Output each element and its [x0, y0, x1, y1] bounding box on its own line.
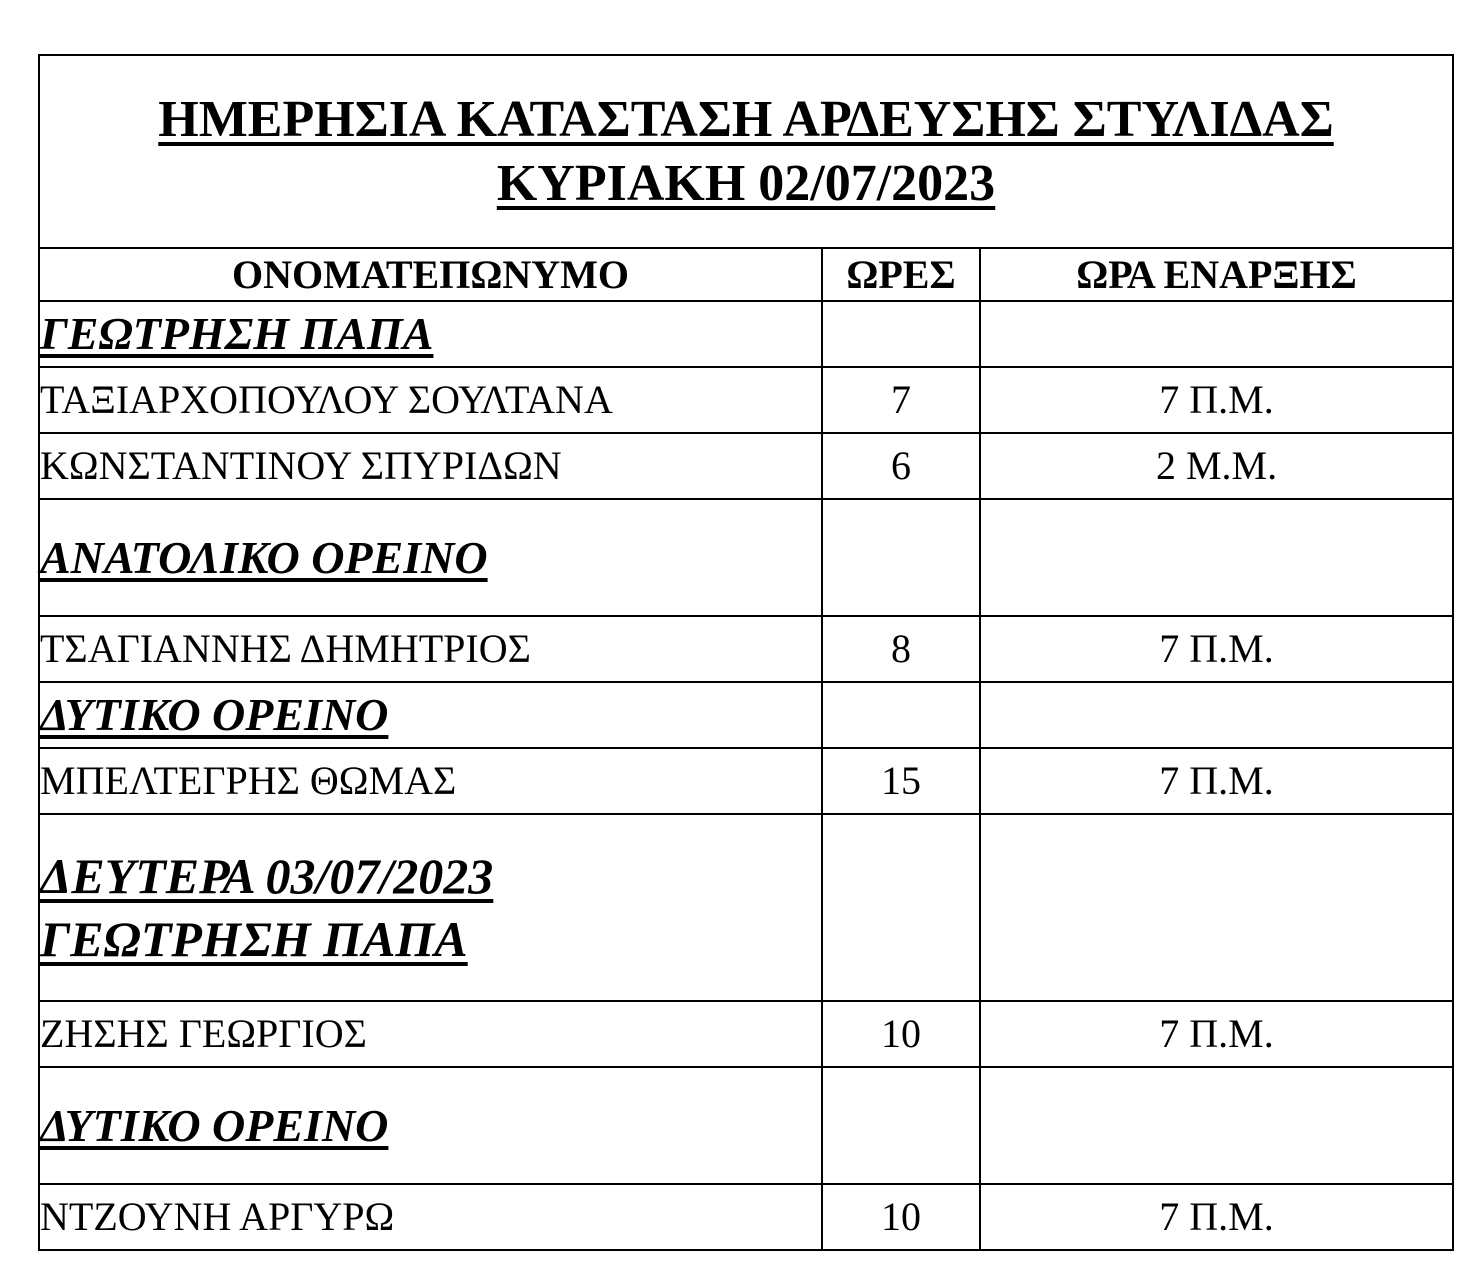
table-row	[39, 433, 1453, 499]
column-header-hours: ΩΡΕΣ	[822, 248, 980, 301]
person-name: ΖΗΣΗΣ ΓΕΩΡΓΙΟΣ	[39, 1001, 822, 1067]
title-row	[39, 55, 1453, 248]
hours-value: 15	[822, 748, 980, 814]
column-header-name: ΟΝΟΜΑΤΕΠΩΝΥΜΟ	[39, 248, 822, 301]
day-heading: ΔΕΥΤΕΡΑ 03/07/2023	[40, 847, 494, 904]
table-row	[39, 1001, 1453, 1067]
person-name: ΚΩΝΣΤΑΝΤΙΝΟΥ ΣΠΥΡΙΔΩΝ	[39, 433, 822, 499]
section-heading: ΓΕΩΤΡΗΣΗ ΠΑΠΑ	[40, 308, 434, 359]
start-time-value: 7 Π.Μ.	[980, 1184, 1453, 1250]
section-row	[39, 499, 1453, 616]
section-heading: ΓΕΩΤΡΗΣΗ ΠΑΠΑ	[40, 910, 468, 967]
section-heading-cell	[39, 1067, 822, 1184]
hours-value: 8	[822, 616, 980, 682]
empty-cell	[980, 814, 1453, 1001]
irrigation-schedule-table	[38, 54, 1454, 1251]
section-row	[39, 1067, 1453, 1184]
table-row	[39, 1184, 1453, 1250]
person-name: ΝΤΖΟΥΝΗ ΑΡΓΥΡΩ	[39, 1184, 822, 1250]
hours-value: 6	[822, 433, 980, 499]
empty-cell	[822, 1067, 980, 1184]
empty-cell	[980, 682, 1453, 748]
empty-cell	[822, 814, 980, 1001]
table-row	[39, 616, 1453, 682]
section-heading-cell	[39, 682, 822, 748]
section-row	[39, 682, 1453, 748]
page-title: ΗΜΕΡΗΣΙΑ ΚΑΤΑΣΤΑΣΗ ΑΡΔΕΥΣΗΣ ΣΤΥΛΙΔΑΣ	[158, 90, 1334, 148]
empty-cell	[980, 499, 1453, 616]
start-time-value: 2 Μ.Μ.	[980, 433, 1453, 499]
person-name: ΜΠΕΛΤΕΓΡΗΣ ΘΩΜΑΣ	[39, 748, 822, 814]
start-time-value: 7 Π.Μ.	[980, 616, 1453, 682]
empty-cell	[822, 301, 980, 367]
section-heading-cell	[39, 499, 822, 616]
person-name: ΤΑΞΙΑΡΧΟΠΟΥΛΟΥ ΣΟΥΛΤΑΝΑ	[39, 367, 822, 433]
section-row	[39, 814, 1453, 1001]
section-heading: ΔΥΤΙΚΟ ΟΡΕΙΝΟ	[40, 1099, 389, 1151]
start-time-value: 7 Π.Μ.	[980, 367, 1453, 433]
section-row	[39, 301, 1453, 367]
section-heading: ΔΥΤΙΚΟ ΟΡΕΙΝΟ	[40, 689, 389, 740]
start-time-value: 7 Π.Μ.	[980, 1001, 1453, 1067]
section-heading-cell	[39, 301, 822, 367]
section-heading: ΑΝΑΤΟΛΙΚΟ ΟΡΕΙΝΟ	[40, 531, 488, 583]
section-heading-cell	[39, 814, 822, 1001]
empty-cell	[980, 301, 1453, 367]
title-cell	[39, 55, 1453, 248]
empty-cell	[822, 499, 980, 616]
start-time-value: 7 Π.Μ.	[980, 748, 1453, 814]
person-name: ΤΣΑΓΙΑΝΝΗΣ ΔΗΜΗΤΡΙΟΣ	[39, 616, 822, 682]
table-row	[39, 748, 1453, 814]
hours-value: 10	[822, 1001, 980, 1067]
page-date: ΚΥΡΙΑΚΗ 02/07/2023	[496, 154, 996, 212]
column-header-start: ΩΡΑ ΕΝΑΡΞΗΣ	[980, 248, 1453, 301]
header-row	[39, 248, 1453, 301]
empty-cell	[980, 1067, 1453, 1184]
table-row	[39, 367, 1453, 433]
hours-value: 7	[822, 367, 980, 433]
hours-value: 10	[822, 1184, 980, 1250]
empty-cell	[822, 682, 980, 748]
